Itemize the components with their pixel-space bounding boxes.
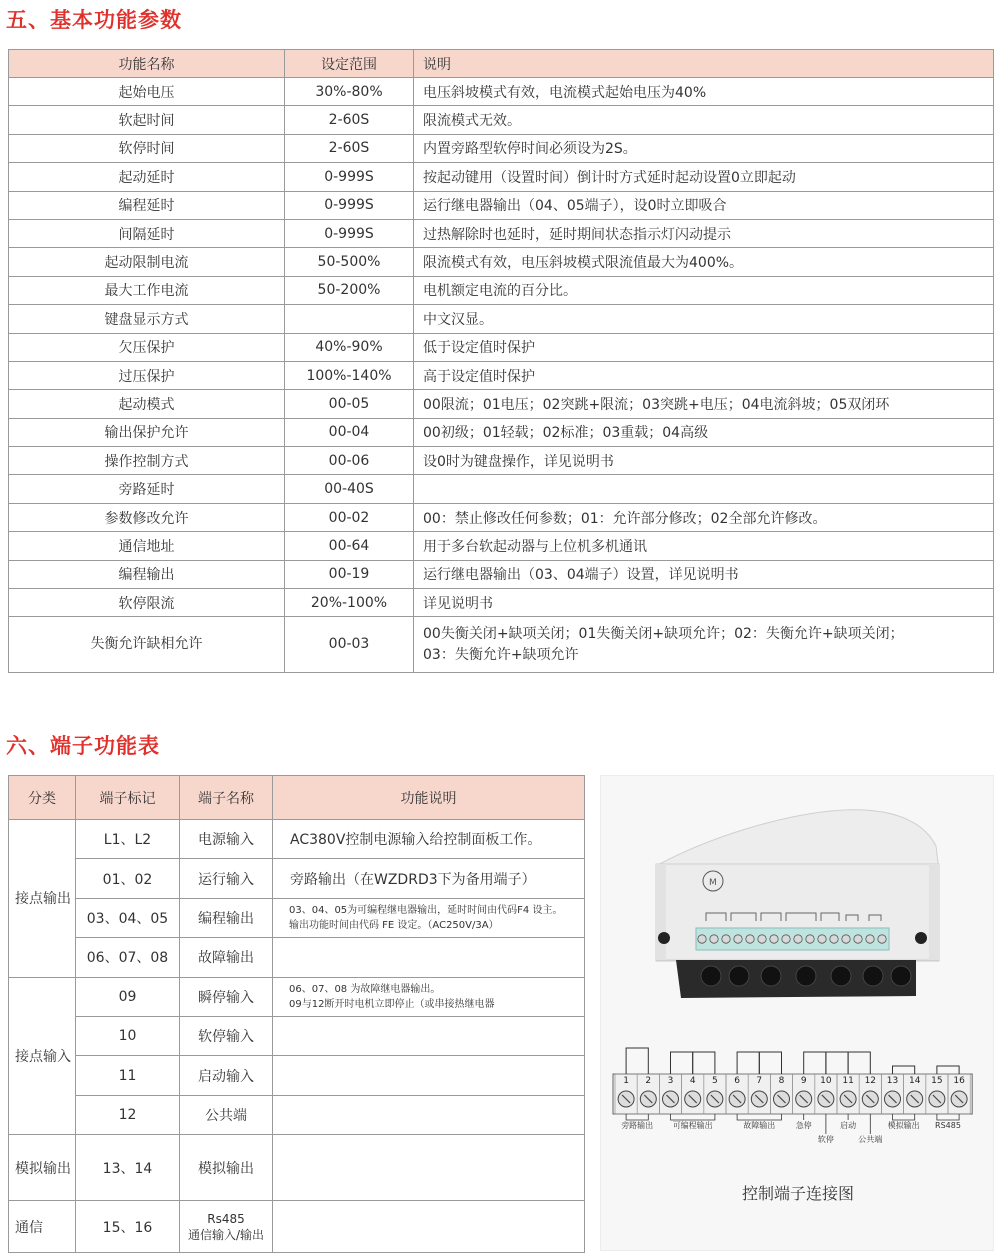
group-bracket xyxy=(937,1114,959,1120)
terminal-device-illustration xyxy=(601,776,995,1176)
table-row xyxy=(9,1201,585,1253)
table-row xyxy=(9,475,994,503)
cable-hole-icon xyxy=(796,966,816,986)
param-description xyxy=(414,475,994,503)
param-range: 00-03 xyxy=(285,617,414,673)
table-row xyxy=(9,134,994,162)
terminal-description xyxy=(273,938,585,977)
terminal-description xyxy=(273,1201,585,1253)
param-description: 设0时为键盘操作，详见说明书 xyxy=(414,447,994,475)
category-analog-output: 模拟输出 xyxy=(9,1135,76,1201)
param-name: 起动模式 xyxy=(9,390,285,418)
header-terminal-name: 端子名称 xyxy=(180,776,273,820)
terminal-description xyxy=(273,1016,585,1055)
cable-hole-icon xyxy=(761,966,781,986)
param-description: 00初级；01轻载；02标准；03重载；04高级 xyxy=(414,418,994,446)
terminal-number: 13 xyxy=(886,1076,899,1086)
param-range: 50-500% xyxy=(285,248,414,276)
screw-icon xyxy=(794,935,802,943)
screw-icon xyxy=(722,935,730,943)
table-row xyxy=(9,859,585,898)
param-name: 起动限制电流 xyxy=(9,248,285,276)
param-range: 40%-90% xyxy=(285,333,414,361)
terminal-name: 故障输出 xyxy=(180,938,273,977)
group-bracket xyxy=(626,1114,648,1120)
description-line: 00失衡关闭+缺项关闭；01失衡关闭+缺项允许；02：失衡允许+缺项关闭； xyxy=(423,625,904,642)
table-row xyxy=(9,503,994,531)
description-line: 03：失衡允许+缺项允许 xyxy=(423,646,579,663)
terminal-description xyxy=(273,1056,585,1095)
contact-bracket xyxy=(759,1052,781,1074)
screw-icon xyxy=(854,935,862,943)
param-range: 0-999S xyxy=(285,219,414,247)
cable-hole-icon xyxy=(729,966,749,986)
terminal-mark: L1、L2 xyxy=(76,820,180,859)
contact-bracket xyxy=(937,1066,959,1074)
terminal-mark: 10 xyxy=(76,1016,180,1055)
table-row xyxy=(9,418,994,446)
wiring-diagram xyxy=(613,1048,972,1144)
param-description: 中文汉显。 xyxy=(414,305,994,333)
contact-bracket xyxy=(693,1052,715,1074)
param-name: 旁路延时 xyxy=(9,475,285,503)
device-side-vent xyxy=(656,864,666,960)
motor-symbol-letter: M xyxy=(709,878,717,888)
group-label-bypass: 旁路输出 xyxy=(621,1121,654,1130)
param-range: 00-04 xyxy=(285,418,414,446)
table-row xyxy=(9,1095,585,1134)
param-name: 软停限流 xyxy=(9,589,285,617)
param-description: 运行继电器输出（04、05端子），设0时立即吸合 xyxy=(414,191,994,219)
screw-icon xyxy=(746,935,754,943)
terminal-number: 16 xyxy=(953,1076,965,1086)
table-row xyxy=(9,106,994,134)
screw-icon xyxy=(818,935,826,943)
param-name: 输出保护允许 xyxy=(9,418,285,446)
param-description: 00：禁止修改任何参数；01：允许部分修改；02全部允许修改。 xyxy=(414,503,994,531)
terminal-name: 运行输入 xyxy=(180,859,273,898)
table-row xyxy=(9,248,994,276)
terminal-name-line: 通信输入/输出 xyxy=(187,1227,265,1242)
terminal-name: 公共端 xyxy=(180,1095,273,1134)
table-row xyxy=(9,219,994,247)
param-name: 编程延时 xyxy=(9,191,285,219)
param-description xyxy=(414,617,994,673)
control-terminal-figure xyxy=(600,775,994,1251)
param-name: 起始电压 xyxy=(9,78,285,106)
screw-icon xyxy=(866,935,874,943)
description-line: 输出功能时间由代码 FE 设定。（AC250V/3A） xyxy=(289,919,499,931)
group-label-prog: 可编程输出 xyxy=(672,1121,713,1130)
table-row xyxy=(9,560,994,588)
terminal-mark: 09 xyxy=(76,977,180,1016)
screw-icon xyxy=(698,935,706,943)
param-range: 30%-80% xyxy=(285,78,414,106)
header-description: 说明 xyxy=(414,50,994,78)
cable-hole-icon xyxy=(891,966,911,986)
table-row xyxy=(9,977,585,1016)
param-name: 欠压保护 xyxy=(9,333,285,361)
contact-bracket xyxy=(626,1048,648,1074)
param-name: 参数修改允许 xyxy=(9,503,285,531)
contact-bracket xyxy=(893,1066,915,1074)
terminal-name-line: Rs485 xyxy=(207,1211,245,1226)
screw-icon xyxy=(782,935,790,943)
table-row xyxy=(9,938,585,977)
table-row xyxy=(9,820,585,859)
param-range: 00-64 xyxy=(285,532,414,560)
section-title-terminal-table: 六、端子功能表 xyxy=(6,734,160,758)
param-range: 20%-100% xyxy=(285,589,414,617)
terminal-name: 编程输出 xyxy=(180,898,273,937)
param-name: 操作控制方式 xyxy=(9,447,285,475)
param-description: 限流模式有效，电压斜坡模式限流值最大为400%。 xyxy=(414,248,994,276)
header-category: 分类 xyxy=(9,776,76,820)
param-description: 按起动键用（设置时间）倒计时方式延时起动设置0立即起动 xyxy=(414,163,994,191)
param-description: 电机额定电流的百分比。 xyxy=(414,276,994,304)
group-label-fault: 故障输出 xyxy=(743,1121,776,1130)
param-description: 电压斜坡模式有效，电流模式起始电压为40% xyxy=(414,78,994,106)
header-function-description: 功能说明 xyxy=(273,776,585,820)
param-range: 00-02 xyxy=(285,503,414,531)
terminal-number: 9 xyxy=(800,1076,807,1086)
param-range: 100%-140% xyxy=(285,361,414,389)
terminal-description: 旁路输出（在WZDRD3下为备用端子） xyxy=(273,859,585,898)
terminal-number: 15 xyxy=(931,1076,943,1086)
table-row xyxy=(9,163,994,191)
param-name: 起动延时 xyxy=(9,163,285,191)
table-header-row xyxy=(9,776,585,820)
param-name: 软起时间 xyxy=(9,106,285,134)
terminal-number: 3 xyxy=(667,1076,674,1086)
table-row xyxy=(9,617,994,673)
table-row xyxy=(9,1135,585,1201)
param-name: 间隔延时 xyxy=(9,219,285,247)
terminal-description xyxy=(273,898,585,937)
terminal-number: 5 xyxy=(712,1076,718,1086)
param-name: 软停时间 xyxy=(9,134,285,162)
table-row xyxy=(9,361,994,389)
terminal-mark: 13、14 xyxy=(76,1135,180,1201)
screw-icon xyxy=(710,935,718,943)
param-range: 0-999S xyxy=(285,163,414,191)
param-range xyxy=(285,305,414,333)
terminal-mark: 06、07、08 xyxy=(76,938,180,977)
figure-caption: 控制端子连接图 xyxy=(741,1184,854,1203)
group-label-rs485: RS485 xyxy=(935,1121,961,1130)
description-line: 03、04、05为可编程继电器输出，延时时间由代码F4 设主。 xyxy=(289,904,563,916)
group-bracket xyxy=(671,1114,715,1120)
mounting-screw-icon xyxy=(915,932,927,944)
table-header-row xyxy=(9,50,994,78)
screw-icon xyxy=(830,935,838,943)
table-row xyxy=(9,333,994,361)
screw-icon xyxy=(806,935,814,943)
param-range: 50-200% xyxy=(285,276,414,304)
table-row xyxy=(9,1056,585,1095)
terminal-number: 14 xyxy=(908,1076,921,1086)
screw-icon xyxy=(770,935,778,943)
param-name: 通信地址 xyxy=(9,532,285,560)
mounting-screw-icon xyxy=(658,932,670,944)
terminal-name xyxy=(180,1201,273,1253)
param-description: 00限流；01电压；02突跳+限流；03突跳+电压；04电流斜坡；05双闭环 xyxy=(414,390,994,418)
group-label-start: 启动 xyxy=(840,1121,857,1130)
param-range: 00-19 xyxy=(285,560,414,588)
terminal-function-table xyxy=(8,775,585,1253)
param-range: 00-06 xyxy=(285,447,414,475)
param-description: 低于设定值时保护 xyxy=(414,333,994,361)
device-base-holes xyxy=(701,966,911,986)
terminal-number: 4 xyxy=(689,1076,696,1086)
group-label-estop: 急停 xyxy=(795,1121,812,1130)
param-name: 编程输出 xyxy=(9,560,285,588)
group-bracket xyxy=(893,1114,915,1120)
contact-bracket xyxy=(671,1052,693,1074)
description-line: 09与12断开时电机立即停止（或串接热继电器 xyxy=(289,998,495,1010)
param-range: 2-60S xyxy=(285,106,414,134)
terminal-number: 2 xyxy=(645,1076,652,1086)
terminal-mark: 15、16 xyxy=(76,1201,180,1253)
screw-icon xyxy=(758,935,766,943)
param-description: 过热解除时也延时，延时期间状态指示灯闪动提示 xyxy=(414,219,994,247)
param-description: 用于多台软起动器与上位机多机通讯 xyxy=(414,532,994,560)
param-description: 详见说明书 xyxy=(414,589,994,617)
screw-icon xyxy=(842,935,850,943)
terminal-number: 7 xyxy=(756,1076,763,1086)
contact-bracket xyxy=(848,1052,870,1074)
param-name: 键盘显示方式 xyxy=(9,305,285,333)
description-line: 06、07、08 为故障继电器输出。 xyxy=(289,983,441,995)
param-range: 2-60S xyxy=(285,134,414,162)
table-row xyxy=(9,589,994,617)
table-row xyxy=(9,78,994,106)
header-function-name: 功能名称 xyxy=(9,50,285,78)
table-row xyxy=(9,305,994,333)
table-row xyxy=(9,191,994,219)
terminal-number: 6 xyxy=(734,1076,740,1086)
terminal-mark: 03、04、05 xyxy=(76,898,180,937)
terminal-number: 11 xyxy=(842,1076,854,1086)
table-row xyxy=(9,898,585,937)
group-label-common: 公共端 xyxy=(858,1135,883,1144)
terminal-number: 12 xyxy=(864,1076,877,1086)
terminal-name: 启动输入 xyxy=(180,1056,273,1095)
table-row xyxy=(9,1016,585,1055)
terminal-number: 1 xyxy=(623,1076,629,1086)
table-row xyxy=(9,532,994,560)
group-bracket xyxy=(737,1114,781,1120)
contact-bracket xyxy=(826,1052,848,1074)
param-range: 00-05 xyxy=(285,390,414,418)
category-communication: 通信 xyxy=(9,1201,76,1253)
param-name: 失衡允许缺相允许 xyxy=(9,617,285,673)
param-range: 0-999S xyxy=(285,191,414,219)
contact-bracket xyxy=(737,1052,759,1074)
terminal-mark: 12 xyxy=(76,1095,180,1134)
param-description: 高于设定值时保护 xyxy=(414,361,994,389)
param-description: 限流模式无效。 xyxy=(414,106,994,134)
param-name: 最大工作电流 xyxy=(9,276,285,304)
cable-hole-icon xyxy=(701,966,721,986)
terminal-number: 10 xyxy=(820,1076,832,1086)
terminal-description: AC380V控制电源输入给控制面板工作。 xyxy=(273,820,585,859)
terminal-number: 8 xyxy=(778,1076,785,1086)
param-name: 过压保护 xyxy=(9,361,285,389)
terminal-name: 瞬停输入 xyxy=(180,977,273,1016)
table-row xyxy=(9,390,994,418)
param-description: 运行继电器输出（03、04端子）设置，详见说明书 xyxy=(414,560,994,588)
device-side-vent xyxy=(929,864,939,960)
category-contact-output: 接点输出 xyxy=(9,820,76,978)
screw-icon xyxy=(734,935,742,943)
contact-bracket xyxy=(804,1052,826,1074)
terminal-name: 电源输入 xyxy=(180,820,273,859)
basic-params-table xyxy=(8,49,994,673)
params-body xyxy=(9,78,994,673)
section-title-basic-params: 五、基本功能参数 xyxy=(6,8,182,32)
category-contact-input: 接点输入 xyxy=(9,977,76,1135)
screw-icon xyxy=(878,935,886,943)
param-description: 内置旁路型软停时间必须设为2S。 xyxy=(414,134,994,162)
cable-hole-icon xyxy=(863,966,883,986)
group-label-analog: 模拟输出 xyxy=(887,1121,920,1130)
terminal-name: 软停输入 xyxy=(180,1016,273,1055)
terminal-name: 模拟输出 xyxy=(180,1135,273,1201)
table-row xyxy=(9,447,994,475)
header-terminal-mark: 端子标记 xyxy=(76,776,180,820)
terminal-description xyxy=(273,977,585,1016)
table-row xyxy=(9,276,994,304)
terminal-description xyxy=(273,1135,585,1201)
cable-hole-icon xyxy=(831,966,851,986)
group-label-softstop: 软停 xyxy=(817,1135,834,1144)
header-range: 设定范围 xyxy=(285,50,414,78)
param-range: 00-40S xyxy=(285,475,414,503)
terminal-description xyxy=(273,1095,585,1134)
terminal-mark: 01、02 xyxy=(76,859,180,898)
terminal-mark: 11 xyxy=(76,1056,180,1095)
